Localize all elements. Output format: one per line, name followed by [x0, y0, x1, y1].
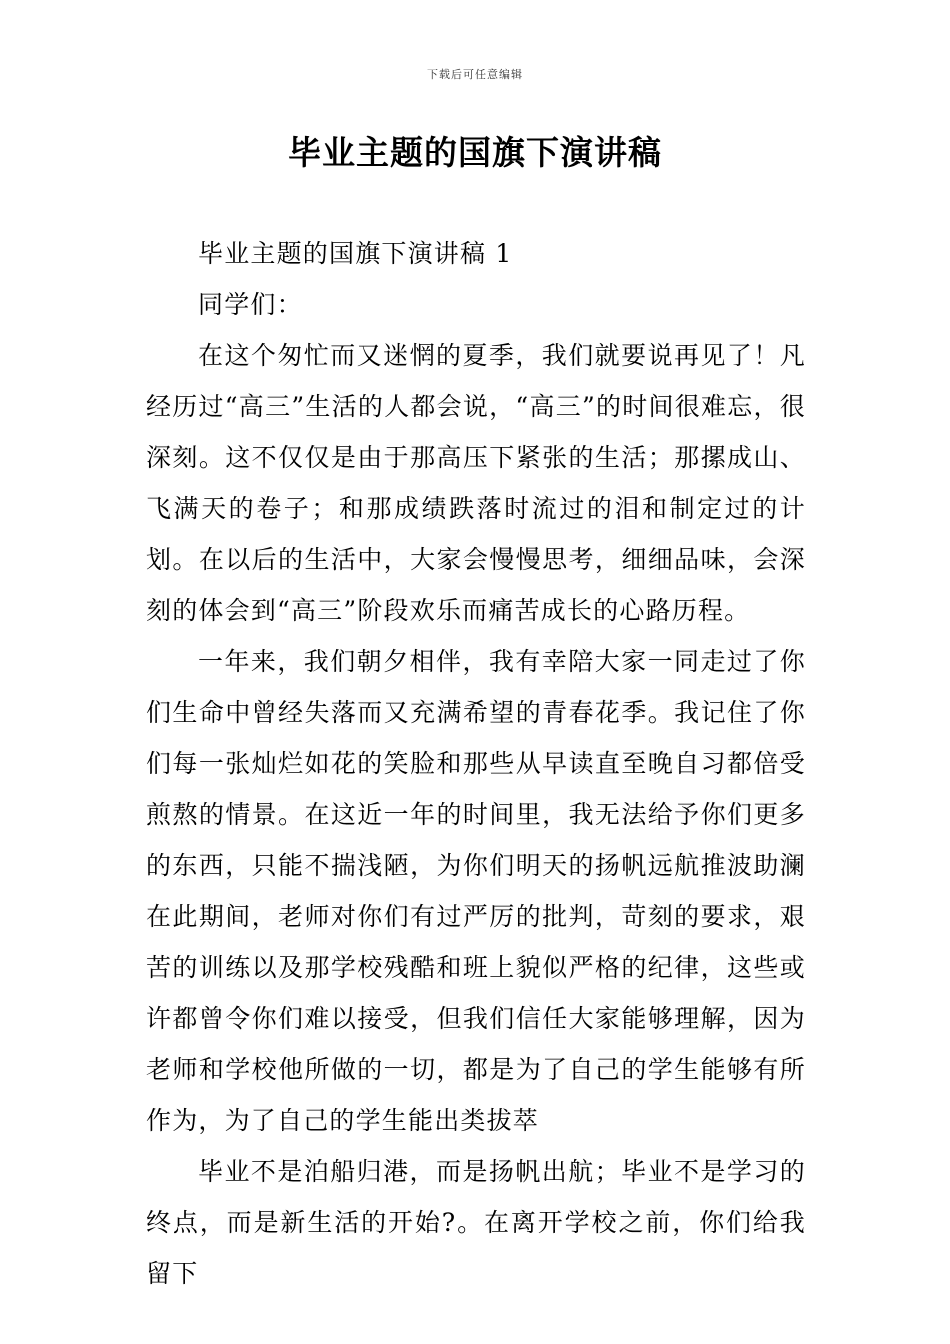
- body-paragraph: 一年来，我们朝夕相伴，我有幸陪大家一同走过了你们生命中曾经失落而又充满希望的青春花季。我记住了你们每一张灿烂如花的笑脸和那些从早读直至晚自习都倍受煎熬的情景。在这近一年的时间里，我无法给予你们更多的东西，只能不揣浅陋，为你们明天的扬帆远航推波助澜在此期间，老师对你们有过严厉的批判，苛刻的要求，艰苦的训练以及那学校残酷和班上貌似严格的纪律，这些或许都曾令你们难以接受，但我们信任大家能够理解，因为老师和学校他所做的一切，都是为了自己的学生能够有所作为，为了自己的学生能出类拔萃: [146, 647, 806, 1135]
- salutation: 同学们：: [198, 290, 303, 319]
- section-heading: 毕业主题的国旗下演讲稿 1: [198, 239, 513, 268]
- header-note: 下载后可任意编辑: [427, 68, 523, 81]
- document-body: [146, 228, 806, 1299]
- body-paragraph: 毕业不是泊船归港，而是扬帆出航；毕业不是学习的终点，而是新生活的开始?。在离开学校之前，你们给我留下: [146, 1157, 806, 1288]
- document-title: 毕业主题的国旗下演讲稿: [288, 133, 662, 172]
- body-paragraph: 在这个匆忙而又迷惘的夏季，我们就要说再见了！凡经历过“高三”生活的人都会说，“高三”的时间很难忘，很深刻。这不仅仅是由于那高压下紧张的生活；那摞成山、飞满天的卷子；和那成绩跌落时流过的泪和制定过的计划。在以后的生活中，大家会慢慢思考，细细品味，会深刻的体会到“高三”阶段欢乐而痛苦成长的心路历程。: [146, 341, 806, 625]
